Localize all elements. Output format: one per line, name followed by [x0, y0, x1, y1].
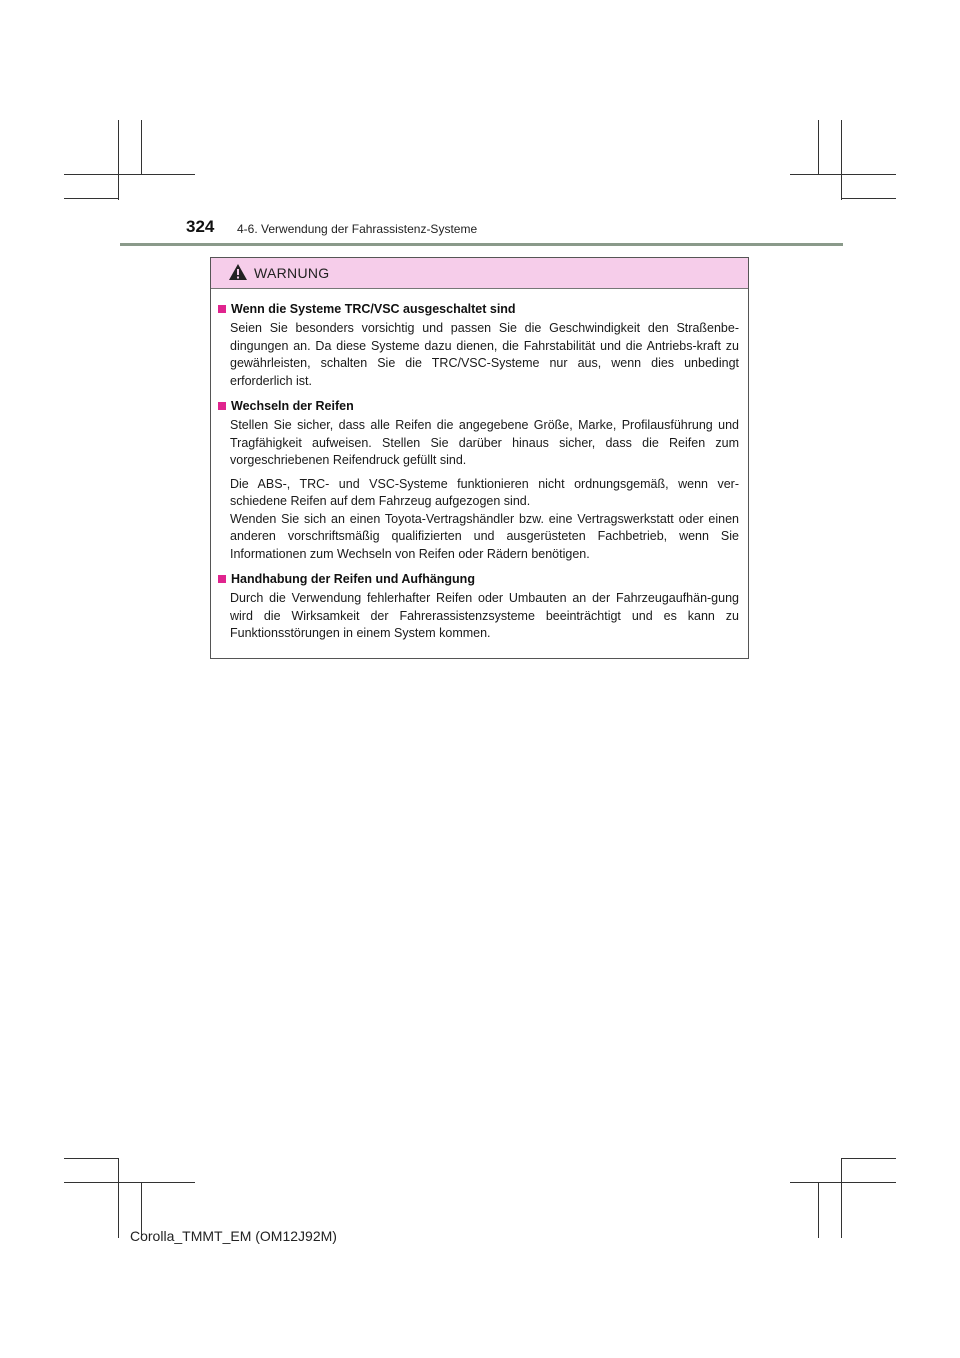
crop-mark	[841, 120, 842, 200]
crop-mark	[64, 1182, 195, 1183]
warning-header	[211, 258, 748, 289]
crop-mark	[118, 1158, 119, 1238]
bullet-square-icon	[218, 575, 226, 583]
crop-mark	[841, 198, 896, 199]
warning-section	[218, 571, 739, 643]
warning-body	[211, 289, 748, 643]
crop-mark	[841, 1158, 842, 1238]
section-heading-text: Wechseln der Reifen	[231, 399, 354, 413]
warning-section	[218, 301, 739, 390]
crop-mark	[64, 174, 195, 175]
crop-mark	[118, 120, 119, 200]
paragraph: Durch die Verwendung fehlerhafter Reifen oder Umbauten an der Fahrzeugaufhän-gung wird die Wirksamkeit der Fahrerassistenzsysteme beeinträchtigt und es kann zu Funktionsstörungen in einem System kommen.	[230, 591, 739, 640]
bullet-square-icon	[218, 305, 226, 313]
header-rule	[120, 243, 843, 246]
section-heading	[218, 398, 739, 414]
paragraph: Seien Sie besonders vorsichtig und passen Sie die Geschwindigkeit den Straßenbe-dingungen an. Da diese Systeme dazu dienen, die Fahrstabilität und die Antriebs-kraft zu gewährleisten, schalten Sie die TRC/VSC-Systeme nur aus, wenn dies unbedingt erforderlich ist.	[230, 321, 739, 388]
crop-mark	[64, 1158, 118, 1159]
warning-box	[210, 257, 749, 659]
section-title: 4-6. Verwendung der Fahrassistenz-Systeme	[237, 222, 478, 236]
crop-mark	[64, 198, 118, 199]
crop-mark	[790, 174, 896, 175]
section-heading-text: Wenn die Systeme TRC/VSC ausgeschaltet sind	[231, 302, 516, 316]
paragraph: Stellen Sie sicher, dass alle Reifen die angegebene Größe, Marke, Profilausführung und Tragfähigkeit aufweisen. Stellen Sie darüber hinaus sicher, dass die Reifen zum vorgeschriebenen Reifendruck gefüllt sind.	[230, 418, 739, 467]
crop-mark	[141, 120, 142, 174]
section-heading	[218, 301, 739, 317]
crop-mark	[818, 1182, 819, 1238]
warning-section	[218, 398, 739, 563]
page-number: 324	[186, 217, 215, 236]
bullet-square-icon	[218, 402, 226, 410]
paragraph: Die ABS-, TRC- und VSC-Systeme funktionieren nicht ordnungsgemäß, wenn ver-schiedene Reifen auf dem Fahrzeug aufgezogen sind.	[230, 476, 739, 508]
section-heading-text: Handhabung der Reifen und Aufhängung	[231, 572, 475, 586]
section-heading	[218, 571, 739, 587]
warning-triangle-icon	[228, 263, 248, 281]
crop-mark	[841, 1158, 896, 1159]
paragraph: Wenden Sie sich an einen Toyota-Vertragshändler bzw. eine Vertragswerkstatt oder einen anderen vorschriftsmäßig qualifizierten und ausgerüsteten Fachbetrieb, wenn Sie Informationen zum Wechseln von Reifen oder Rädern benötigen.	[230, 511, 739, 561]
footer-document-id: Corolla_TMMT_EM (OM12J92M)	[130, 1228, 337, 1244]
crop-mark	[790, 1182, 896, 1183]
warning-title: WARNUNG	[254, 265, 330, 281]
crop-mark	[818, 120, 819, 174]
